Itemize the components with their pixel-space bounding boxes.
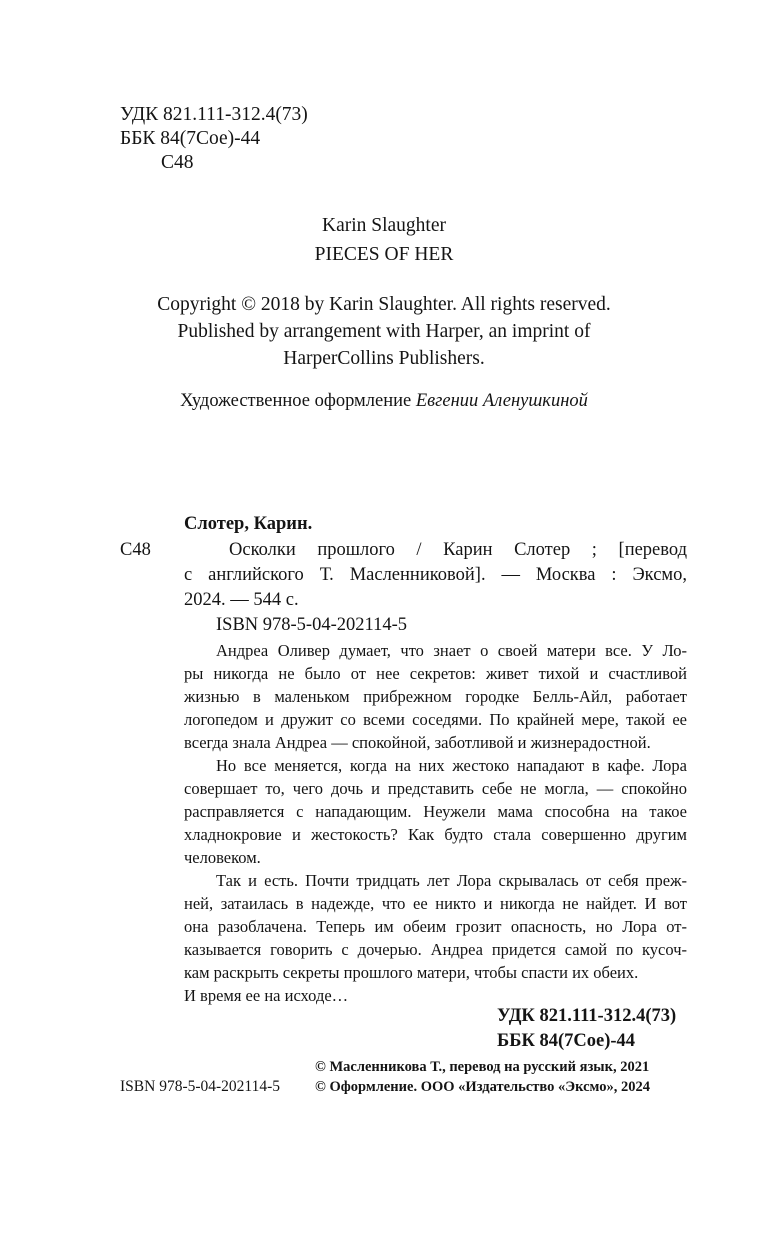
record-isbn: ISBN 978-5-04-202114-5 xyxy=(216,615,407,635)
annotation-line: Так и есть. Почти тридцать лет Лора скрывалась от себя преж- xyxy=(216,871,687,890)
design-credit-label: Художественное оформление xyxy=(180,391,412,411)
copyright-line-1: Copyright © 2018 by Karin Slaughter. All rights reserved. xyxy=(157,294,611,315)
record-description-line-3: 2024. — 544 с. xyxy=(184,590,299,610)
annotation-line: всегда знала Андреа — спокойной, заботливой и жизнерадостной. xyxy=(184,733,651,752)
record-bbk-code: ББК 84(7Сое)-44 xyxy=(497,1031,636,1051)
annotation-line: Но все меняется, когда на них жестоко нападают в кафе. Лора xyxy=(216,756,687,775)
annotation-line: она разоблачена. Теперь им обеим грозит опасность, но Лора от- xyxy=(184,917,687,936)
annotation-line: ры никогда не было от нее секретов: живет тихой и счастливой xyxy=(184,664,687,683)
record-udk-code: УДК 821.111-312.4(73) xyxy=(497,1006,677,1026)
original-title: PIECES OF HER xyxy=(314,244,454,265)
bbk-code: ББК 84(7Сое)-44 xyxy=(120,128,261,149)
record-description-line-2: с английского Т. Масленниковой]. — Москва : Эксмо, xyxy=(184,565,687,585)
record-heading: Слотер, Карин. xyxy=(184,514,313,534)
copyright-line-3: HarperCollins Publishers. xyxy=(283,348,485,369)
design-copyright: © Оформление. ООО «Издательство «Эксмо», 2024 xyxy=(315,1079,650,1095)
translation-copyright: © Масленникова Т., перевод на русский язык, 2021 xyxy=(315,1059,650,1075)
record-description-line-1: Осколки прошлого / Карин Слотер ; [перевод xyxy=(229,540,687,560)
udk-code: УДК 821.111-312.4(73) xyxy=(120,104,308,125)
annotation-line: человеком. xyxy=(184,848,261,867)
annotation-line: И время ее на исходе… xyxy=(184,986,349,1005)
annotation-line: кам раскрыть секреты прошлого матери, чтобы спасти их обеих. xyxy=(184,963,639,982)
annotation-line: совершает то, чего дочь и представить себе не могла, — спокойно xyxy=(184,779,687,798)
design-credit-name: Евгении Аленушкиной xyxy=(415,391,588,411)
annotation-line: ней, затаилась в надежде, что ее никто и никогда не найдет. И вот xyxy=(184,894,687,913)
footer-isbn: ISBN 978-5-04-202114-5 xyxy=(120,1078,281,1095)
design-credit xyxy=(0,391,768,412)
annotation-line: Андреа Оливер думает, что знает о своей матери все. У Ло- xyxy=(216,641,687,660)
author-mark: С48 xyxy=(161,152,194,173)
annotation-line: казывается говорить с дочерью. Андреа придется самой по кусоч- xyxy=(184,940,687,959)
annotation-line: хладнокровие и жестокость? Как будто стала совершенно другим xyxy=(184,825,687,844)
annotation-line: расправляется с нападающим. Неужели мама способна на такое xyxy=(184,802,687,821)
annotation-line: жизнью в маленьком прибрежном городке Белль-Айл, работает xyxy=(184,687,687,706)
record-author-mark: С48 xyxy=(120,540,151,560)
copyright-line-2: Published by arrangement with Harper, an imprint of xyxy=(177,321,591,342)
original-author: Karin Slaughter xyxy=(321,215,446,236)
annotation-line: логопедом и дружит со всеми соседями. По крайней мере, такой ее xyxy=(184,710,687,729)
